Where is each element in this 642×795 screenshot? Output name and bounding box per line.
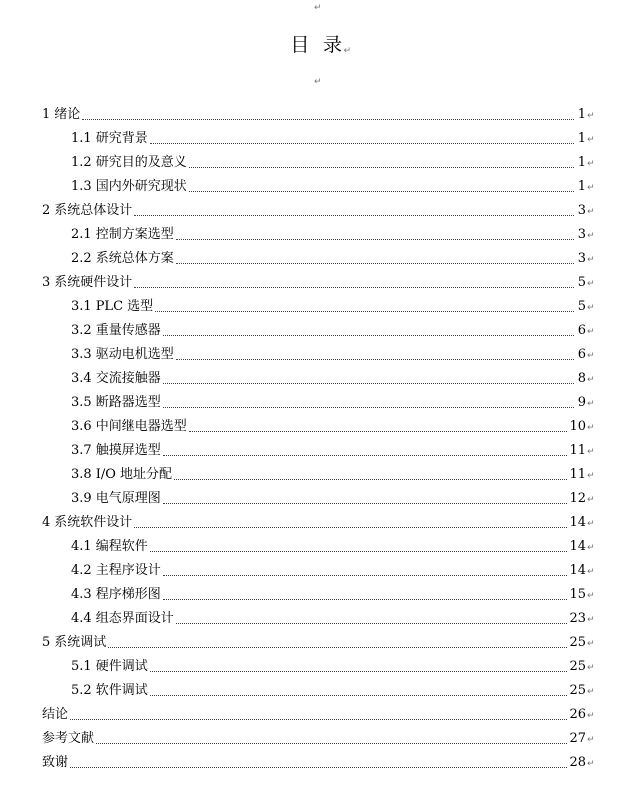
toc-entry-number: 1.3 — [71, 179, 92, 194]
toc-entry-title: 电气原理图 — [95, 491, 161, 506]
toc-entry-page-number: 25 — [569, 683, 586, 698]
paragraph-mark-icon: ↵ — [587, 495, 595, 505]
toc-entry-title: 参考文献 — [42, 731, 95, 746]
toc-entry[interactable] — [42, 127, 595, 151]
dot-leader — [176, 247, 574, 271]
toc-entry-page-number: 25 — [569, 635, 586, 650]
toc-title — [0, 30, 642, 57]
toc-entry-page-number: 9 — [577, 395, 586, 410]
dot-leader — [163, 583, 568, 607]
toc-entry-title: I/O 地址分配 — [95, 467, 172, 482]
toc-entry[interactable] — [42, 271, 595, 295]
toc-entry-page-number: 11 — [569, 467, 586, 482]
toc-title-text: 目 录 — [290, 34, 343, 56]
toc-entry[interactable] — [42, 703, 595, 727]
toc-entry[interactable] — [42, 559, 595, 583]
paragraph-mark-icon: ↵ — [587, 255, 595, 265]
paragraph-mark-icon: ↵ — [587, 231, 595, 241]
toc-entry-page-number: 5 — [577, 275, 586, 290]
toc-entry-number: 5.1 — [71, 659, 92, 674]
toc-entry-page-number: 3 — [577, 227, 586, 242]
paragraph-mark-icon: ↵ — [587, 183, 595, 193]
dot-leader — [176, 607, 568, 631]
toc-entry-page-number: 8 — [577, 371, 586, 386]
toc-entry[interactable] — [42, 487, 595, 511]
toc-entry[interactable] — [42, 223, 595, 247]
toc-entry-number: 4.1 — [71, 539, 92, 554]
toc-entry-page-number: 5 — [577, 299, 586, 314]
toc-entry[interactable] — [42, 295, 595, 319]
paragraph-mark-icon: ↵ — [587, 639, 595, 649]
toc-entry-number: 3.3 — [71, 347, 92, 362]
toc-entry-number: 2.1 — [71, 227, 92, 242]
toc-entry-page-number: 3 — [577, 251, 586, 266]
dot-leader — [70, 703, 567, 727]
toc-entry-title: 重量传感器 — [95, 323, 161, 338]
toc-entry-page-number: 12 — [569, 491, 586, 506]
paragraph-mark-icon: ↵ — [587, 303, 595, 313]
toc-entry-page-number: 27 — [569, 731, 586, 746]
toc-entry-page-number: 14 — [569, 539, 586, 554]
toc-entry-title: 研究目的及意义 — [95, 155, 187, 170]
dot-leader — [150, 655, 568, 679]
toc-entry-title: 系统软件设计 — [54, 515, 133, 530]
toc-entry-title: 驱动电机选型 — [95, 347, 174, 362]
dot-leader — [163, 367, 574, 391]
toc-entry-page-number: 3 — [577, 203, 586, 218]
dot-leader — [189, 175, 574, 199]
dot-leader — [163, 439, 568, 463]
toc-entry-number: 3.4 — [71, 371, 92, 386]
toc-entry[interactable] — [42, 415, 595, 439]
toc-entry[interactable] — [42, 463, 595, 487]
toc-entry-number: 3.1 — [71, 299, 92, 314]
paragraph-mark-icon: ↵ — [587, 519, 595, 529]
toc-entry-number: 4.4 — [71, 611, 92, 626]
toc-entry[interactable] — [42, 367, 595, 391]
paragraph-mark-icon: ↵ — [587, 471, 595, 481]
toc-entry[interactable] — [42, 583, 595, 607]
toc-entry-number: 3.8 — [71, 467, 92, 482]
toc-entry-page-number: 28 — [569, 755, 586, 770]
toc-entry[interactable] — [42, 535, 595, 559]
toc-entry-page-number: 14 — [569, 515, 586, 530]
toc-entry[interactable] — [42, 199, 595, 223]
dot-leader — [163, 391, 574, 415]
toc-entry-title: 系统总体方案 — [95, 251, 174, 266]
paragraph-mark-icon: ↵ — [314, 77, 322, 87]
toc-entry-number: 2.2 — [71, 251, 92, 266]
paragraph-mark-icon: ↵ — [587, 447, 595, 457]
toc-entry-number: 4 — [42, 515, 51, 530]
dot-leader — [96, 727, 567, 751]
toc-entry[interactable] — [42, 343, 595, 367]
toc-entry-title: 系统调试 — [54, 635, 107, 650]
toc-entry[interactable] — [42, 247, 595, 271]
toc-entry-page-number: 1 — [577, 107, 586, 122]
paragraph-mark-icon: ↵ — [587, 351, 595, 361]
paragraph-mark-icon: ↵ — [587, 759, 595, 769]
paragraph-mark-icon: ↵ — [587, 207, 595, 217]
toc-entry-title: 致谢 — [42, 755, 69, 770]
paragraph-mark-icon: ↵ — [587, 279, 595, 289]
toc-entry[interactable] — [42, 391, 595, 415]
dot-leader — [174, 463, 567, 487]
dot-leader — [163, 487, 568, 511]
paragraph-mark-icon: ↵ — [587, 375, 595, 385]
paragraph-mark-icon: ↵ — [587, 111, 595, 121]
paragraph-mark-icon: ↵ — [343, 46, 352, 56]
dot-leader — [176, 343, 574, 367]
dot-leader — [150, 127, 574, 151]
paragraph-mark-icon: ↵ — [587, 399, 595, 409]
toc-entry[interactable] — [42, 727, 595, 751]
dot-leader — [70, 751, 567, 775]
toc-entry-page-number: 23 — [569, 611, 586, 626]
toc-entry-page-number: 6 — [577, 323, 586, 338]
dot-leader — [155, 295, 574, 319]
toc-entry[interactable] — [42, 655, 595, 679]
toc-entry-number: 4.3 — [71, 587, 92, 602]
toc-entry-number: 1.2 — [71, 155, 92, 170]
paragraph-mark-icon: ↵ — [314, 3, 322, 13]
dot-leader — [150, 535, 568, 559]
toc-entry-page-number: 1 — [577, 131, 586, 146]
toc-entry-title: 断路器选型 — [95, 395, 161, 410]
dot-leader — [163, 319, 574, 343]
toc-entry[interactable] — [42, 319, 595, 343]
toc-entry-number: 5.2 — [71, 683, 92, 698]
toc-entry-title: 交流接触器 — [95, 371, 161, 386]
toc-entry-number: 1 — [42, 107, 51, 122]
toc-entry[interactable] — [42, 511, 595, 535]
toc-entry-number: 3.7 — [71, 443, 92, 458]
toc-entry-page-number: 1 — [577, 179, 586, 194]
dot-leader — [108, 631, 567, 655]
toc-entry-number: 3.5 — [71, 395, 92, 410]
toc-entry-title: 程序梯形图 — [95, 587, 161, 602]
toc-entry-page-number: 6 — [577, 347, 586, 362]
dot-leader — [163, 559, 568, 583]
toc-entry-title: 系统硬件设计 — [54, 275, 133, 290]
toc-entry-title: 主程序设计 — [95, 563, 161, 578]
toc-entry-title: 绪论 — [54, 107, 81, 122]
paragraph-mark-icon: ↵ — [587, 159, 595, 169]
toc-entry-title: 国内外研究现状 — [95, 179, 187, 194]
toc-entry[interactable] — [42, 631, 595, 655]
dot-leader — [82, 103, 574, 127]
dot-leader — [189, 415, 568, 439]
toc-entry-title: 研究背景 — [95, 131, 148, 146]
paragraph-mark-icon: ↵ — [587, 615, 595, 625]
toc-entry-page-number: 10 — [569, 419, 586, 434]
dot-leader — [134, 271, 574, 295]
toc-entry-page-number: 11 — [569, 443, 586, 458]
paragraph-mark-icon: ↵ — [587, 327, 595, 337]
toc-entry-page-number: 26 — [569, 707, 586, 722]
toc-entry-number: 1.1 — [71, 131, 92, 146]
toc-entry-title: 中间继电器选型 — [95, 419, 187, 434]
toc-entry-title: PLC 选型 — [95, 299, 154, 314]
paragraph-mark-icon: ↵ — [587, 735, 595, 745]
toc-entry[interactable] — [42, 679, 595, 703]
paragraph-mark-icon: ↵ — [587, 543, 595, 553]
toc-entry[interactable] — [42, 103, 595, 127]
toc-entry-number: 2 — [42, 203, 51, 218]
paragraph-mark-icon: ↵ — [587, 687, 595, 697]
paragraph-mark-icon: ↵ — [587, 135, 595, 145]
toc-entry-title: 结论 — [42, 707, 69, 722]
paragraph-mark-icon: ↵ — [587, 663, 595, 673]
toc-entry[interactable] — [42, 151, 595, 175]
table-of-contents — [42, 103, 595, 775]
toc-entry-page-number: 25 — [569, 659, 586, 674]
dot-leader — [134, 199, 574, 223]
toc-entry[interactable] — [42, 751, 595, 775]
toc-entry-number: 3.2 — [71, 323, 92, 338]
toc-entry-page-number: 1 — [577, 155, 586, 170]
toc-entry-page-number: 15 — [569, 587, 586, 602]
dot-leader — [150, 679, 568, 703]
toc-entry-number: 4.2 — [71, 563, 92, 578]
toc-entry-title: 系统总体设计 — [54, 203, 133, 218]
paragraph-mark-icon: ↵ — [587, 711, 595, 721]
dot-leader — [134, 511, 567, 535]
paragraph-mark-icon: ↵ — [587, 591, 595, 601]
dot-leader — [189, 151, 574, 175]
toc-entry[interactable] — [42, 607, 595, 631]
dot-leader — [176, 223, 574, 247]
toc-entry[interactable] — [42, 439, 595, 463]
toc-entry-title: 硬件调试 — [95, 659, 148, 674]
toc-entry-title: 控制方案选型 — [95, 227, 174, 242]
toc-entry-number: 3 — [42, 275, 51, 290]
toc-entry-title: 软件调试 — [95, 683, 148, 698]
paragraph-mark-icon: ↵ — [587, 567, 595, 577]
toc-entry-number: 3.9 — [71, 491, 92, 506]
toc-entry-number: 5 — [42, 635, 51, 650]
paragraph-mark-icon: ↵ — [587, 423, 595, 433]
toc-entry-number: 3.6 — [71, 419, 92, 434]
toc-entry-title: 组态界面设计 — [95, 611, 174, 626]
toc-entry-title: 编程软件 — [95, 539, 148, 554]
toc-entry-title: 触摸屏选型 — [95, 443, 161, 458]
toc-entry[interactable] — [42, 175, 595, 199]
toc-entry-page-number: 14 — [569, 563, 586, 578]
